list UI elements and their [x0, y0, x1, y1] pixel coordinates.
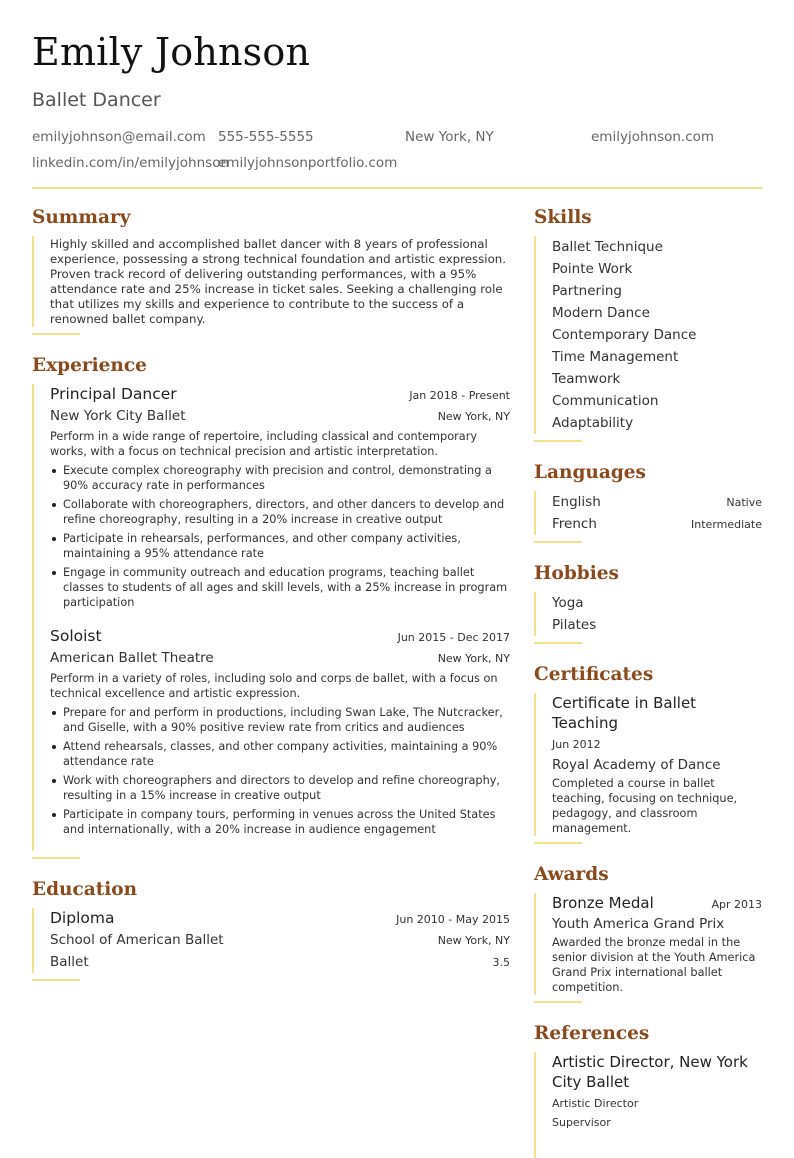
languages-heading: Languages — [534, 462, 646, 483]
job-bullets — [50, 705, 510, 837]
references-heading: References — [534, 1023, 650, 1044]
award-org: Youth America Grand Prix — [552, 916, 725, 932]
contact-email[interactable]: emilyjohnson@email.com — [32, 129, 206, 145]
contact-phone[interactable]: 555-555-5555 — [218, 129, 314, 145]
awards-heading: Awards — [534, 864, 609, 885]
hobbies-section — [534, 556, 762, 644]
experience-section — [32, 348, 510, 859]
certificates-section — [534, 657, 762, 844]
education-location: New York, NY — [437, 934, 510, 947]
hobby-item: Pilates — [552, 617, 597, 633]
section-divider — [534, 1001, 582, 1003]
skill-item: Partnering — [552, 283, 622, 299]
job-position: Principal Dancer — [50, 385, 177, 403]
job-dates: Jun 2015 - Dec 2017 — [397, 631, 510, 644]
bullet-item: Work with choreographers and directors to develop and refine choreography, resulting in a 15% increase in creative output — [50, 773, 510, 803]
section-divider — [534, 642, 582, 644]
bullet-item: Prepare for and perform in productions, including Swan Lake, The Nutcracker, and Giselle, with a 90% positive review rate from critics and audiences — [50, 705, 510, 735]
job-description: Perform in a variety of roles, including solo and corps de ballet, with a focus on technical excellence and artistic expression. — [50, 672, 498, 700]
awards-section — [534, 857, 762, 1003]
education-school: School of American Ballet — [50, 932, 224, 948]
skill-item: Teamwork — [552, 371, 621, 387]
skill-item: Ballet Technique — [552, 239, 663, 255]
job-location: New York, NY — [437, 652, 510, 665]
skill-item: Adaptability — [552, 415, 634, 431]
certificate-description: Completed a course in ballet teaching, focusing on technique, pedagogy, and classroom management. — [552, 777, 738, 835]
section-divider — [534, 541, 582, 543]
languages-section — [534, 455, 762, 543]
skill-item: Communication — [552, 393, 659, 409]
education-degree: Diploma — [50, 909, 115, 927]
job-entry — [50, 384, 510, 624]
bullet-item: Attend rehearsals, classes, and other company activities, maintaining a 90% attendance rate — [50, 739, 510, 769]
job-entry — [50, 624, 510, 851]
language-name: French — [552, 516, 597, 532]
job-location: New York, NY — [437, 410, 510, 423]
hobby-item: Yoga — [552, 595, 584, 611]
bullet-item: Engage in community outreach and education programs, teaching ballet classes to students of all ages and skill levels, with a 25% increase in program participation — [50, 565, 510, 610]
summary-heading: Summary — [32, 207, 131, 228]
job-bullets — [50, 463, 510, 610]
section-divider — [534, 842, 582, 844]
job-company: American Ballet Theatre — [50, 650, 214, 666]
bullet-item: Participate in company tours, performing in venues across the United States and internationally, with a 20% increase in audience engagement — [50, 807, 510, 837]
skills-section — [534, 200, 762, 442]
skill-item: Pointe Work — [552, 261, 633, 277]
summary-section — [32, 200, 510, 335]
certificates-heading: Certificates — [534, 664, 654, 685]
contact-website[interactable]: emilyjohnson.com — [591, 129, 715, 145]
bullet-item: Execute complex choreography with precision and control, demonstrating a 90% accuracy rate in performances — [50, 463, 510, 493]
language-level: Intermediate — [691, 518, 762, 531]
header-divider — [32, 187, 762, 189]
section-divider — [534, 440, 582, 442]
language-name: English — [552, 494, 601, 510]
bullet-item: Participate in rehearsals, performances, and other company activities, maintaining a 95% attendance rate — [50, 531, 510, 561]
reference-relation: Supervisor — [552, 1116, 611, 1129]
reference-role: Artistic Director — [552, 1097, 639, 1110]
summary-text: Highly skilled and accomplished ballet dancer with 8 years of professional experience, possessing a strong technical foundation and artistic expression. Proven track record of delivering outstanding performances, with a 95% attendance rate and 25% increase in ticket sales. Seeking a challenging role that utilizes my skills and experience to contribute to the success of a renowned ballet company. — [50, 237, 507, 326]
language-row — [552, 491, 762, 513]
certificate-org: Royal Academy of Dance — [552, 757, 721, 773]
language-level: Native — [726, 496, 762, 509]
experience-heading: Experience — [32, 355, 147, 376]
language-row — [552, 513, 762, 535]
section-divider — [32, 333, 80, 335]
bullet-item: Collaborate with choreographers, directors, and other dancers to develop and refine choreography, resulting in a 20% increase in creative output — [50, 497, 510, 527]
education-heading: Education — [32, 879, 138, 900]
contact-linkedin[interactable]: linkedin.com/in/emilyjohnson — [32, 155, 230, 171]
job-position: Soloist — [50, 627, 102, 645]
education-section — [32, 872, 510, 981]
certificate-date: Jun 2012 — [552, 738, 601, 751]
skill-item: Modern Dance — [552, 305, 650, 321]
award-description: Awarded the bronze medal in the senior division at the Youth America Grand Prix international ballet competition. — [552, 936, 756, 994]
left-column — [32, 200, 510, 994]
skill-item: Contemporary Dance — [552, 327, 697, 343]
candidate-name: Emily Johnson — [32, 30, 311, 74]
education-dates: Jun 2010 - May 2015 — [396, 913, 510, 926]
job-description: Perform in a wide range of repertoire, including classical and contemporary works, with a focus on technical precision and artistic interpretation. — [50, 430, 478, 458]
award-date: Apr 2013 — [711, 898, 762, 911]
section-divider — [32, 979, 80, 981]
education-field: Ballet — [50, 954, 89, 970]
right-column — [534, 200, 762, 1158]
section-divider — [32, 857, 80, 859]
contact-portfolio[interactable]: emilyjohnsonportfolio.com — [218, 155, 398, 171]
certificate-title: Certificate in Ballet Teaching — [552, 694, 697, 732]
contact-location: New York, NY — [405, 129, 494, 145]
references-section — [534, 1016, 762, 1158]
education-gpa: 3.5 — [492, 956, 510, 969]
award-title: Bronze Medal — [552, 894, 654, 912]
job-title: Ballet Dancer — [32, 89, 161, 111]
reference-name: Artistic Director, New York City Ballet — [552, 1053, 748, 1091]
job-dates: Jan 2018 - Present — [409, 389, 510, 402]
hobbies-heading: Hobbies — [534, 563, 619, 584]
job-company: New York City Ballet — [50, 408, 186, 424]
skills-heading: Skills — [534, 207, 592, 228]
skill-item: Time Management — [552, 349, 679, 365]
